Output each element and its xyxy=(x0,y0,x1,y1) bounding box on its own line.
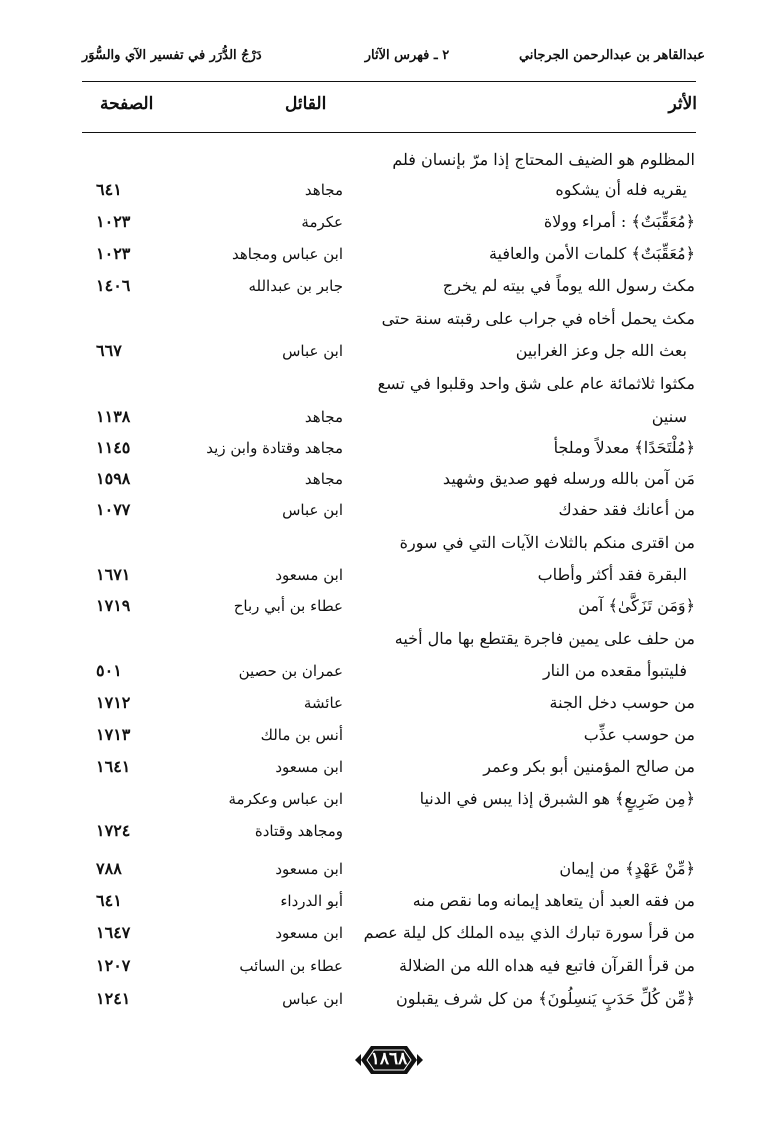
table-row xyxy=(0,207,767,237)
running-header-author: عبدالقاهر بن عبدالرحمن الجرجاني xyxy=(518,48,705,63)
page-cell: ١٢٤١ xyxy=(96,989,131,1008)
table-row xyxy=(0,464,767,494)
page-cell: ١٥٩٨ xyxy=(96,469,131,488)
qail-cell: عمران بن حصين xyxy=(238,662,343,680)
qail-cell: مجاهد xyxy=(304,181,343,199)
qail-cell: ابن عباس xyxy=(282,501,343,519)
athar-cell: من صالح المؤمنين أبو بكر وعمر xyxy=(483,757,695,776)
athar-cell: فليتبوأ مقعده من النار xyxy=(542,661,687,680)
athar-cell: يقريه فله أن يشكوه xyxy=(555,180,687,199)
table-row xyxy=(0,336,767,366)
page-number-badge xyxy=(353,1040,425,1080)
page-cell: ١٧١٢ xyxy=(96,693,131,712)
table-row xyxy=(0,886,767,916)
page-cell: ١٧١٩ xyxy=(96,596,131,615)
table-row xyxy=(0,984,767,1014)
table-row xyxy=(0,784,767,814)
page-cell: ١٦٤١ xyxy=(96,757,131,776)
column-header-rule xyxy=(82,132,696,133)
page-cell: ١٠٧٧ xyxy=(96,500,131,519)
qail-cell: ومجاهد وقتادة xyxy=(254,822,343,840)
athar-cell: من أعانك فقد حفدك xyxy=(558,500,695,519)
athar-cell: من حوسب دخل الجنة xyxy=(549,693,695,712)
page-cell: ٦٤١ xyxy=(96,180,122,199)
table-row xyxy=(0,304,767,334)
athar-cell: من قرأ سورة تبارك الذي بيده الملك كل ليلة عصم xyxy=(363,923,695,942)
athar-cell: من اقترى منكم بالثلاث الآيات التي في سورة xyxy=(399,533,695,552)
qail-cell: عكرمة xyxy=(301,213,343,231)
table-row xyxy=(0,528,767,558)
table-row xyxy=(0,239,767,269)
table-row xyxy=(0,369,767,399)
athar-cell: مكثوا ثلاثمائة عام على شق واحد وقلبوا في تسع xyxy=(377,374,695,393)
page-number: ١٨٦٨ xyxy=(370,1049,408,1069)
athar-cell: مكث يحمل أخاه في جراب على رقبته سنة حتى xyxy=(381,309,695,328)
athar-cell: من حلف على يمين فاجرة يقتطع بها مال أخيه xyxy=(394,629,695,648)
qail-cell: أبو الدرداء xyxy=(280,892,343,910)
athar-cell: من حوسب عذِّب xyxy=(583,725,695,744)
qail-cell: ابن مسعود xyxy=(275,758,343,776)
page-cell: ٦٦٧ xyxy=(96,341,122,360)
page-cell: ١٠٢٣ xyxy=(96,244,131,263)
header-rule xyxy=(82,81,696,82)
qail-cell: ابن مسعود xyxy=(275,924,343,942)
athar-cell: سنين xyxy=(651,407,687,426)
table-row xyxy=(0,175,767,205)
qail-cell: مجاهد وقتادة وابن زيد xyxy=(206,439,343,457)
qail-cell: ابن عباس وعكرمة xyxy=(228,790,343,808)
athar-cell: ﴿مُعَقِّبَتٌ﴾ : أمراء وولاة xyxy=(543,212,695,231)
qail-cell: مجاهد xyxy=(304,470,343,488)
athar-cell: بعث الله جل وعز الغرابين xyxy=(515,341,687,360)
page-cell: ١٠٢٣ xyxy=(96,212,131,231)
athar-cell: مَن آمن بالله ورسله فهو صديق وشهيد xyxy=(442,469,695,488)
page-cell: ١٧٢٤ xyxy=(96,821,131,840)
qail-cell: ابن عباس xyxy=(282,342,343,360)
qail-cell: ابن مسعود xyxy=(275,860,343,878)
qail-cell: ابن عباس ومجاهد xyxy=(232,245,343,263)
athar-cell: مكث رسول الله يوماً في بيته لم يخرج xyxy=(442,276,695,295)
table-row xyxy=(0,752,767,782)
column-header-athar: الأثر xyxy=(668,94,697,114)
column-header-qail: القائل xyxy=(285,94,327,114)
page-cell: ١٦٧١ xyxy=(96,565,131,584)
qail-cell: عطاء بن السائب xyxy=(239,957,343,975)
table-row xyxy=(0,816,767,846)
page-cell: ١١٣٨ xyxy=(96,407,131,426)
athar-cell: ﴿وَمَن تَزَكَّىٰ﴾ آمن xyxy=(578,596,695,615)
page-cell: ١٢٠٧ xyxy=(96,956,131,975)
table-row xyxy=(0,495,767,525)
table-row xyxy=(0,720,767,750)
page-cell: ٦٤١ xyxy=(96,891,122,910)
page-cell: ١٦٤٧ xyxy=(96,923,131,942)
table-row xyxy=(0,951,767,981)
table-row xyxy=(0,591,767,621)
table-row xyxy=(0,624,767,654)
table-row xyxy=(0,656,767,686)
athar-cell: ﴿مِّن كُلِّ حَدَبٍ يَنسِلُونَ﴾ من كل شرف يقبلون xyxy=(395,989,695,1008)
page-cell: ٧٨٨ xyxy=(96,859,122,878)
running-header-book: دَرْجُ الدُّرَر في تفسير الآي والسُّوَر xyxy=(82,48,262,63)
athar-cell: ﴿مِن ضَرِيعٍ﴾ هو الشبرق إذا يبس في الدنيا xyxy=(419,789,695,808)
athar-cell: ﴿مِّنْ عَهْدٍ﴾ من إيمان xyxy=(559,859,695,878)
qail-cell: ابن عباس xyxy=(282,990,343,1008)
qail-cell: عطاء بن أبي رباح xyxy=(233,597,343,615)
athar-cell: من فقه العبد أن يتعاهد إيمانه وما نقص منه xyxy=(412,891,695,910)
qail-cell: مجاهد xyxy=(304,408,343,426)
table-row xyxy=(0,688,767,718)
running-header-section: ٢ ـ فهرس الآثار xyxy=(364,48,450,63)
page-cell: ١٧١٣ xyxy=(96,725,131,744)
page-cell: ٥٠١ xyxy=(96,661,122,680)
athar-cell: المظلوم هو الضيف المحتاج إذا مرّ بإنسان فلم xyxy=(392,150,695,169)
qail-cell: عائشة xyxy=(303,694,343,712)
table-row xyxy=(0,402,767,432)
table-row xyxy=(0,433,767,463)
athar-cell: البقرة فقد أكثر وأطاب xyxy=(537,565,687,584)
athar-cell: ﴿مُعَقِّبَتٌ﴾ كلمات الأمن والعافية xyxy=(488,244,695,263)
table-row xyxy=(0,854,767,884)
table-row xyxy=(0,560,767,590)
column-header-page: الصفحة xyxy=(100,94,154,114)
athar-cell: ﴿مُلْتَحَدًا﴾ معدلاً وملجأ xyxy=(553,438,695,457)
table-row xyxy=(0,271,767,301)
page-cell: ١١٤٥ xyxy=(96,438,131,457)
table-row xyxy=(0,145,767,175)
qail-cell: جابر بن عبدالله xyxy=(248,277,343,295)
page-cell: ١٤٠٦ xyxy=(96,276,131,295)
athar-cell: من قرأ القرآن فاتبع فيه هداه الله من الضلالة xyxy=(399,956,695,975)
table-row xyxy=(0,918,767,948)
qail-cell: ابن مسعود xyxy=(275,566,343,584)
qail-cell: أنس بن مالك xyxy=(260,726,343,744)
